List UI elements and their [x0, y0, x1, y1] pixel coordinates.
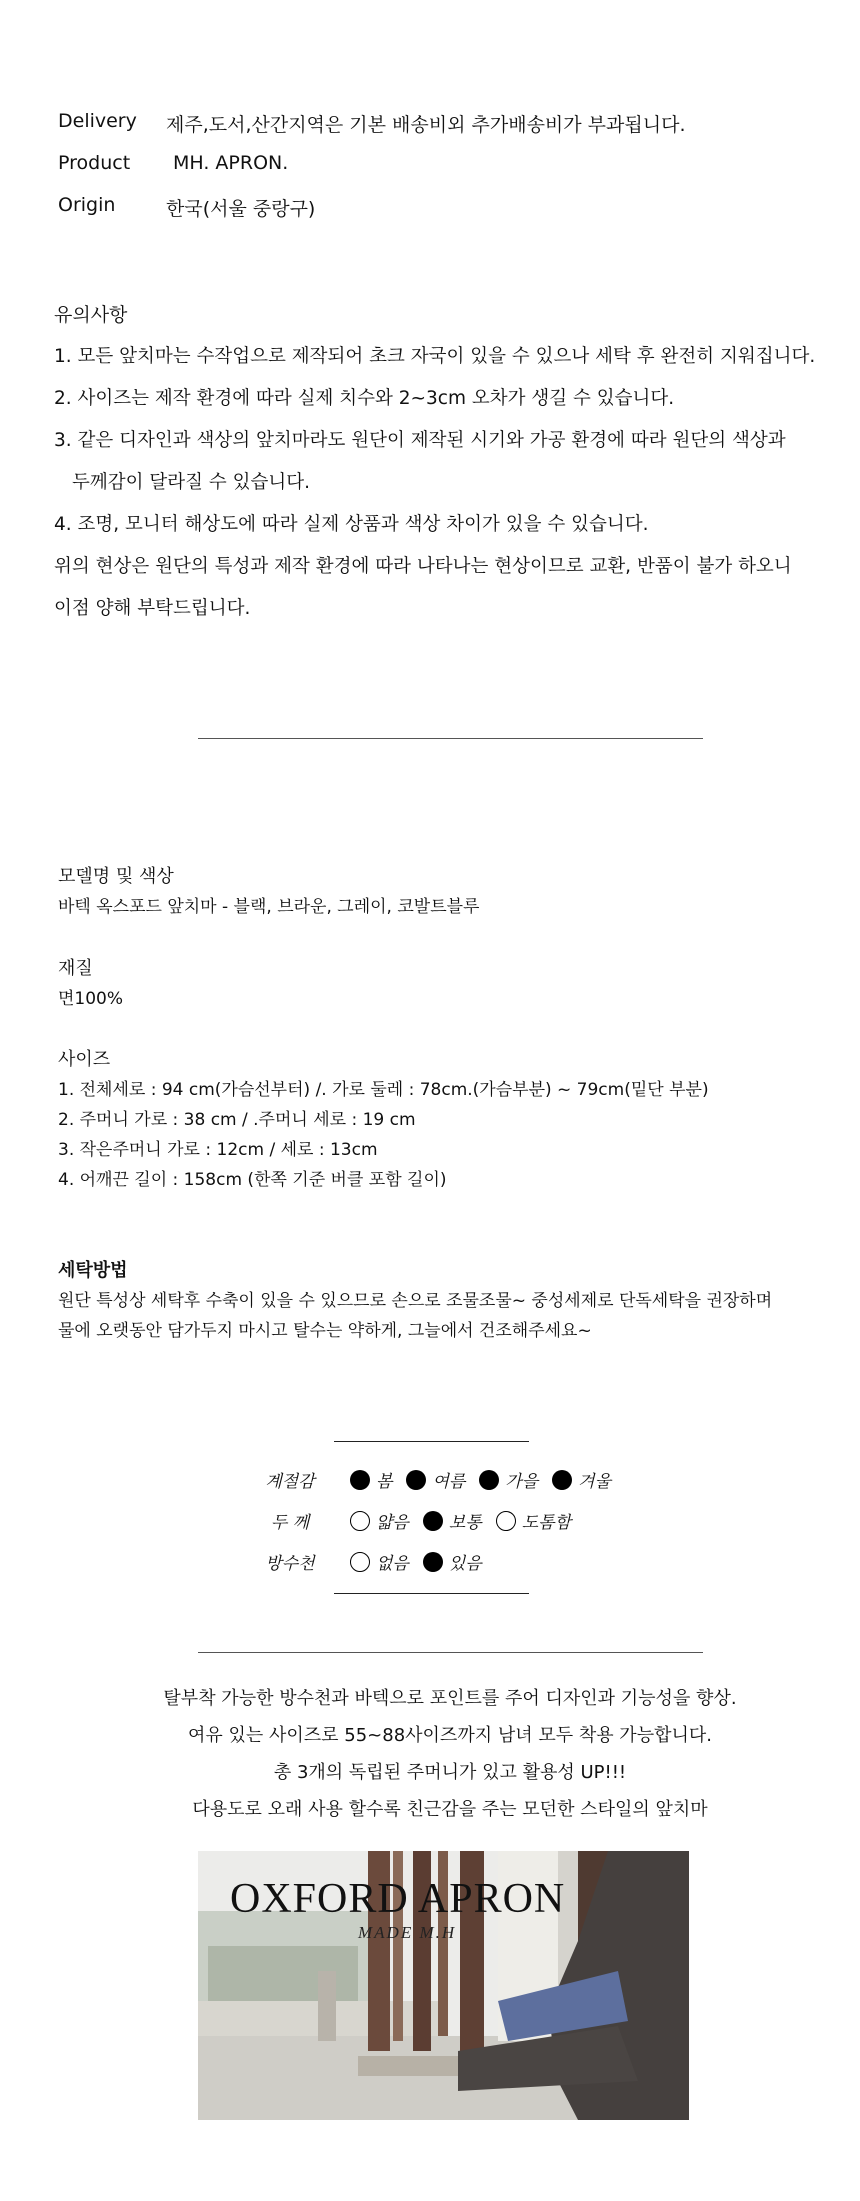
notice-line: 4. 조명, 모니터 해상도에 따라 실제 상품과 색상 차이가 있을 수 있습니다. — [54, 514, 649, 535]
divider — [198, 1652, 703, 1653]
promo-text — [0, 1680, 860, 1828]
model-title: 모델명 및 색상 — [58, 866, 174, 887]
info-label: Delivery — [58, 110, 137, 132]
spec-size — [58, 1045, 709, 1195]
empty-dot-icon — [350, 1552, 370, 1572]
info-product — [58, 152, 288, 174]
attr-label: 방수천 — [265, 1554, 315, 1574]
size-line: 1. 전체세로 : 94 cm(가슴선부터) /. 가로 둘레 : 78cm.(가슴부분) ~ 79cm(밑단 부분) — [58, 1080, 709, 1100]
attr-option: 겨울 — [578, 1472, 612, 1492]
filled-dot-icon — [552, 1470, 572, 1490]
filled-dot-icon — [350, 1470, 370, 1490]
filled-dot-icon — [479, 1470, 499, 1490]
size-title: 사이즈 — [58, 1049, 111, 1070]
wash-line: 물에 오랫동안 담가두지 마시고 탈수는 약하게, 그늘에서 건조해주세요~ — [58, 1321, 592, 1341]
info-delivery — [58, 110, 685, 137]
size-line: 4. 어깨끈 길이 : 158cm (한쪽 기준 버클 포함 길이) — [58, 1170, 447, 1190]
attr-option: 도톰함 — [521, 1513, 571, 1533]
attr-row-waterproof — [230, 1549, 496, 1574]
notice-heading: 유의사항 — [54, 304, 128, 326]
attr-option: 없음 — [376, 1554, 409, 1574]
attr-option: 있음 — [448, 1554, 482, 1574]
wash-title: 세탁방법 — [58, 1260, 128, 1281]
notice-line: 위의 현상은 원단의 특성과 제작 환경에 따라 나타나는 현상이므로 교환, 반품이 불가 하오니 — [54, 556, 792, 577]
notice-line: 2. 사이즈는 제작 환경에 따라 실제 치수와 2~3cm 오차가 생길 수 있습니다. — [54, 388, 675, 409]
attr-option: 여름 — [432, 1472, 466, 1492]
spec-material — [58, 954, 123, 1014]
attr-option: 봄 — [376, 1472, 393, 1492]
promo-line: 탈부착 가능한 방수천과 바텍으로 포인트를 주어 디자인과 기능성을 향상. — [163, 1688, 737, 1709]
info-value: 한국(서울 중랑구) — [166, 198, 316, 220]
grid-top-rule — [334, 1441, 529, 1442]
attr-label: 두 께 — [270, 1513, 310, 1533]
material-title: 재질 — [58, 958, 93, 979]
promo-line: 여유 있는 사이즈로 55~88사이즈까지 남녀 모두 착용 가능합니다. — [188, 1725, 712, 1746]
filled-dot-icon — [423, 1552, 443, 1572]
attr-option: 얇음 — [376, 1513, 409, 1533]
empty-dot-icon — [496, 1511, 516, 1531]
material-value: 면100% — [58, 989, 124, 1009]
attr-option: 가을 — [505, 1472, 539, 1492]
promo-line: 총 3개의 독립된 주머니가 있고 활용성 UP!!! — [273, 1762, 627, 1783]
filled-dot-icon — [423, 1511, 443, 1531]
info-label: Product — [58, 152, 131, 174]
notice-line: 두께감이 달라질 수 있습니다. — [72, 472, 310, 493]
notice-line: 3. 같은 디자인과 색상의 앞치마라도 원단이 제작된 시기와 가공 환경에 따라 원단의 색상과 — [54, 430, 786, 451]
size-line: 3. 작은주머니 가로 : 12cm / 세로 : 13cm — [58, 1140, 378, 1160]
empty-dot-icon — [350, 1511, 370, 1531]
photo-subtitle: MADE M.H — [358, 1923, 457, 1942]
info-value: MH. APRON. — [173, 152, 289, 174]
notice-section — [54, 294, 844, 630]
size-line: 2. 주머니 가로 : 38 cm / .주머니 세로 : 19 cm — [58, 1110, 416, 1130]
model-value: 바텍 옥스포드 앞치마 - 블랙, 브라운, 그레이, 코발트블루 — [58, 897, 480, 917]
product-photo — [198, 1851, 689, 2120]
notice-line: 1. 모든 앞치마는 수작업으로 제작되어 초크 자국이 있을 수 있으나 세탁 후 완전히 지워집니다. — [54, 346, 816, 367]
spec-wash — [58, 1256, 772, 1346]
attr-option: 보통 — [448, 1513, 482, 1533]
attr-row-season — [230, 1467, 625, 1492]
divider — [198, 738, 703, 739]
wash-line: 원단 특성상 세탁후 수축이 있을 수 있으므로 손으로 조물조물~ 중성세제로 단독세탁을 권장하며 — [58, 1291, 773, 1311]
promo-line: 다용도로 오래 사용 할수록 친근감을 주는 모던한 스타일의 앞치마 — [192, 1799, 708, 1820]
info-origin — [58, 194, 315, 221]
info-value: 제주,도서,산간지역은 기본 배송비외 추가배송비가 부과됩니다. — [166, 114, 686, 136]
grid-bottom-rule — [334, 1593, 529, 1594]
notice-line: 이점 양해 부탁드립니다. — [54, 598, 251, 619]
attr-label: 계절감 — [265, 1472, 315, 1492]
attr-row-thickness — [230, 1508, 585, 1533]
filled-dot-icon — [406, 1470, 426, 1490]
photo-title: OXFORD APRON — [230, 1876, 566, 1922]
spec-model — [58, 862, 479, 922]
info-label: Origin — [58, 194, 116, 216]
